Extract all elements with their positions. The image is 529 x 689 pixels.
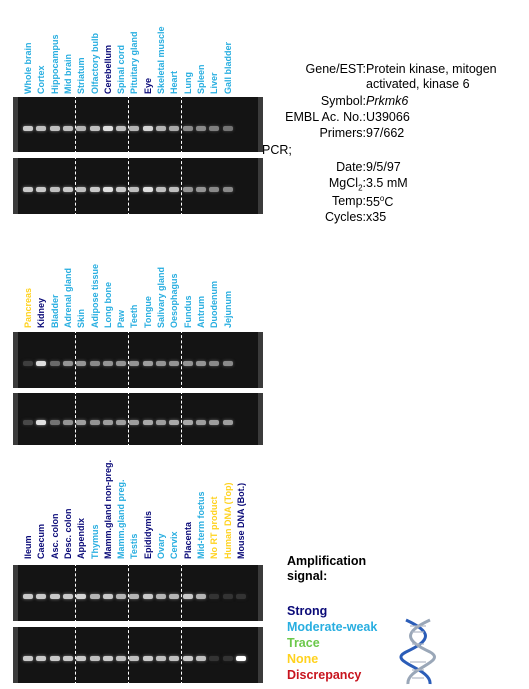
gel-band xyxy=(169,420,179,425)
lane-label: Fundus xyxy=(182,295,193,328)
gel-band xyxy=(76,656,86,661)
lane-label: Salivary gland xyxy=(156,266,166,328)
gel-band xyxy=(236,594,246,599)
lane-label: Teeth xyxy=(129,304,140,328)
gel-panel-2 xyxy=(0,250,265,450)
symbol-value: Prkmk6 xyxy=(366,94,409,108)
gel-band xyxy=(116,420,126,425)
date-label: Date: xyxy=(336,160,366,174)
lane-label: Eye xyxy=(142,77,153,94)
lane-label: Kidney xyxy=(36,297,47,328)
gel-band xyxy=(63,361,73,366)
gel-band xyxy=(36,594,46,599)
gel-edge xyxy=(258,393,263,445)
lane-label: Pancreas xyxy=(23,287,33,328)
gel-band xyxy=(36,361,46,366)
lane-separator xyxy=(75,158,76,214)
lane-label: Duodenum xyxy=(209,281,220,328)
lane-separator xyxy=(75,565,76,621)
gel-band xyxy=(143,361,153,366)
gel-band xyxy=(196,594,206,599)
gel-image-2-bottom xyxy=(13,393,263,445)
lane-separator xyxy=(181,627,182,683)
gel-band xyxy=(76,420,86,425)
gel-band xyxy=(209,656,219,661)
gel-band xyxy=(143,594,153,599)
lane-label: Jejunum xyxy=(222,290,233,328)
gel-image-3-bottom xyxy=(13,627,263,683)
lane-label: Long bone xyxy=(102,282,113,328)
gel-band xyxy=(169,656,179,661)
temp-label: Temp: xyxy=(331,194,366,208)
gel-band xyxy=(90,126,100,131)
gene-est-label: Gene/EST: xyxy=(305,62,366,76)
legend-item-discrepancy: Discrepancy xyxy=(287,668,362,682)
amplification-legend xyxy=(287,554,487,682)
lane-separator xyxy=(75,97,76,152)
lane-separator xyxy=(181,158,182,214)
gel-band xyxy=(36,420,46,425)
lane-label: Appendix xyxy=(76,517,87,559)
lane-label: Caecum xyxy=(36,523,47,559)
temp-value-sup: o xyxy=(379,194,385,203)
lane-label: Tongue xyxy=(142,296,153,328)
gel-edge xyxy=(13,97,18,152)
lane-separator xyxy=(128,158,129,214)
gel-band xyxy=(50,361,60,366)
lane-label: Gall bladder xyxy=(222,41,233,94)
gel-band xyxy=(156,420,166,425)
gel-band xyxy=(223,594,233,599)
gel-band xyxy=(36,126,46,131)
gel-band xyxy=(223,126,233,131)
dna-helix-icon xyxy=(398,618,440,686)
lane-label: Epididymis xyxy=(142,510,153,559)
gel-band xyxy=(183,594,193,599)
date-value: 9/5/97 xyxy=(366,160,401,174)
lane-label: Human DNA (Top) xyxy=(222,482,233,559)
lane-label: Lung xyxy=(182,72,193,94)
lane-label: Testis xyxy=(129,533,140,559)
gel-band xyxy=(183,361,193,366)
mgcl-label-colon: : xyxy=(362,176,366,190)
lane-label: Ileum xyxy=(23,535,33,559)
lane-separator xyxy=(181,97,182,152)
gel-band xyxy=(63,656,73,661)
gel-band xyxy=(209,187,219,192)
gel-edge xyxy=(258,158,263,214)
lane-label: Bladder xyxy=(49,294,60,328)
gel-band xyxy=(63,126,73,131)
gel-band xyxy=(223,361,233,366)
lane-label: Spinal cord xyxy=(116,44,127,94)
lane-labels-3 xyxy=(0,462,265,559)
gel-band xyxy=(90,187,100,192)
gel-band xyxy=(156,361,166,366)
gel-band xyxy=(129,594,139,599)
lane-label: Paw xyxy=(116,309,127,328)
lane-label: Skin xyxy=(76,308,87,328)
gel-band xyxy=(63,420,73,425)
gel-band xyxy=(143,187,153,192)
lane-label: Asc. colon xyxy=(49,513,60,559)
gel-panel-3 xyxy=(0,462,265,689)
gel-band xyxy=(23,594,33,599)
primers-value: 97/662 xyxy=(366,126,405,140)
lane-label: Mamm.gland preg. xyxy=(116,479,127,559)
lane-label: Mid-term foetus xyxy=(195,491,206,559)
gel-band xyxy=(116,361,126,366)
gel-band xyxy=(209,420,219,425)
gel-band xyxy=(90,656,100,661)
gel-band xyxy=(116,126,126,131)
lane-label: Olfactory bulb xyxy=(89,32,100,94)
lane-label: Antrum xyxy=(195,296,206,328)
lane-label: Thymus xyxy=(89,524,100,559)
lane-separator xyxy=(75,332,76,388)
lane-separator xyxy=(181,393,182,445)
cycles-value: x35 xyxy=(366,210,387,224)
lane-label: Desc. colon xyxy=(62,508,73,559)
gel-band xyxy=(76,126,86,131)
gel-band xyxy=(116,187,126,192)
gel-band xyxy=(50,187,60,192)
gel-band xyxy=(116,594,126,599)
gel-band xyxy=(223,420,233,425)
gel-band xyxy=(63,594,73,599)
gel-band xyxy=(196,656,206,661)
legend-item-moderate: Moderate-weak xyxy=(287,620,378,634)
primers-label: Primers: xyxy=(319,126,366,140)
embl-value: U39066 xyxy=(366,110,410,124)
lane-label: Cortex xyxy=(36,65,47,94)
lane-separator xyxy=(128,332,129,388)
gene-est-value-cont: activated, kinase 6 xyxy=(366,77,470,91)
gel-band xyxy=(76,361,86,366)
gel-band xyxy=(143,420,153,425)
lane-labels-2 xyxy=(0,250,265,328)
gel-band xyxy=(90,420,100,425)
gel-band xyxy=(169,594,179,599)
gel-band xyxy=(23,126,33,131)
gel-band xyxy=(156,126,166,131)
lane-separator xyxy=(128,565,129,621)
gel-band xyxy=(36,187,46,192)
mgcl-label xyxy=(329,176,366,193)
gel-edge xyxy=(13,393,18,445)
lane-label: Adipose tissue xyxy=(89,263,100,328)
gel-band xyxy=(183,420,193,425)
gel-band xyxy=(129,126,139,131)
lane-label: Cervix xyxy=(169,531,180,559)
cycles-label: Cycles: xyxy=(325,210,366,224)
legend-item-strong: Strong xyxy=(287,604,328,618)
temp-value xyxy=(366,194,393,209)
gel-band xyxy=(209,594,219,599)
lane-separator xyxy=(181,565,182,621)
gel-band xyxy=(223,656,233,661)
gel-band xyxy=(236,656,246,661)
mgcl-value: 3.5 mM xyxy=(366,176,408,190)
gel-band xyxy=(129,656,139,661)
gel-band xyxy=(183,187,193,192)
gel-band xyxy=(76,187,86,192)
gel-band xyxy=(63,187,73,192)
gel-band xyxy=(50,656,60,661)
lane-label: Cerebellum xyxy=(102,44,113,94)
gel-edge xyxy=(13,332,18,388)
lane-separator xyxy=(128,97,129,152)
gel-band xyxy=(156,594,166,599)
pcr-label: PCR; xyxy=(262,143,292,157)
gel-band xyxy=(156,656,166,661)
gel-band xyxy=(143,656,153,661)
lane-label: Heart xyxy=(169,70,180,94)
gel-band xyxy=(90,594,100,599)
gel-image-3-top xyxy=(13,565,263,621)
gene-est-value: Protein kinase, mitogen xyxy=(366,62,497,76)
gel-band xyxy=(23,656,33,661)
lane-label: Liver xyxy=(209,72,220,94)
gel-band xyxy=(223,187,233,192)
mgcl-label-main: MgCl xyxy=(328,176,359,190)
gel-band xyxy=(183,656,193,661)
gel-band xyxy=(103,656,113,661)
gel-band xyxy=(129,361,139,366)
gel-band xyxy=(103,187,113,192)
gel-band xyxy=(209,361,219,366)
lane-label: Hippocampus xyxy=(49,34,60,94)
gel-band xyxy=(90,361,100,366)
gel-band xyxy=(209,126,219,131)
gel-band xyxy=(129,187,139,192)
gel-band xyxy=(156,187,166,192)
gel-edge xyxy=(13,565,18,621)
gel-band xyxy=(103,420,113,425)
gel-panel-1 xyxy=(0,0,265,215)
lane-labels-1 xyxy=(0,0,265,94)
legend-item-trace: Trace xyxy=(287,636,320,650)
lane-label: Mamm.gland non-preg. xyxy=(102,460,113,559)
gel-band xyxy=(129,420,139,425)
lane-label: Striatum xyxy=(76,57,87,94)
gel-band xyxy=(169,361,179,366)
temp-value-main: 55 xyxy=(366,195,380,210)
gel-band xyxy=(76,594,86,599)
lane-label: Oesophagus xyxy=(169,273,180,328)
gel-band xyxy=(23,361,33,366)
gel-band xyxy=(196,126,206,131)
lane-label: Adrenal gland xyxy=(62,267,73,328)
gel-band xyxy=(196,361,206,366)
lane-label: Ovary xyxy=(156,533,166,559)
gel-band xyxy=(103,594,113,599)
gel-band xyxy=(169,126,179,131)
lane-label: Spleen xyxy=(195,64,206,94)
gel-band xyxy=(50,126,60,131)
lane-separator xyxy=(75,393,76,445)
lane-separator xyxy=(128,393,129,445)
lane-separator xyxy=(75,627,76,683)
symbol-label: Symbol: xyxy=(320,94,366,108)
gel-edge xyxy=(13,158,18,214)
gel-band xyxy=(36,656,46,661)
gel-image-1-bottom xyxy=(13,158,263,214)
lane-label: Skeletal muscle xyxy=(156,26,166,94)
gel-image-2-top xyxy=(13,332,263,388)
lane-separator xyxy=(128,627,129,683)
gel-band xyxy=(116,656,126,661)
gel-edge xyxy=(13,627,18,683)
legend-title-line2: signal: xyxy=(287,569,328,583)
legend-item-none: None xyxy=(287,652,319,666)
gel-band xyxy=(103,126,113,131)
gel-band xyxy=(196,187,206,192)
gel-edge xyxy=(258,332,263,388)
legend-title-line1: Amplification xyxy=(287,554,367,568)
gel-band xyxy=(103,361,113,366)
temp-value-unit: C xyxy=(384,195,394,210)
lane-label: Mid brain xyxy=(62,54,73,94)
gel-band xyxy=(143,126,153,131)
lane-label: No RT product xyxy=(209,496,220,559)
mgcl-label-sub: 2 xyxy=(358,183,363,193)
gel-band xyxy=(23,420,33,425)
gel-band xyxy=(169,187,179,192)
gel-band xyxy=(196,420,206,425)
lane-label: Whole brain xyxy=(23,42,33,94)
embl-label: EMBL Ac. No.: xyxy=(285,110,366,124)
gel-band xyxy=(50,594,60,599)
gel-edge xyxy=(258,627,263,683)
gel-band xyxy=(50,420,60,425)
lane-label: Mouse DNA (Bot.) xyxy=(235,482,246,559)
lane-label: Placenta xyxy=(182,521,193,559)
gel-edge xyxy=(258,565,263,621)
gel-band xyxy=(183,126,193,131)
lane-separator xyxy=(181,332,182,388)
gel-band xyxy=(23,187,33,192)
lane-label: Pituitary gland xyxy=(129,31,140,94)
gel-image-1-top xyxy=(13,97,263,152)
